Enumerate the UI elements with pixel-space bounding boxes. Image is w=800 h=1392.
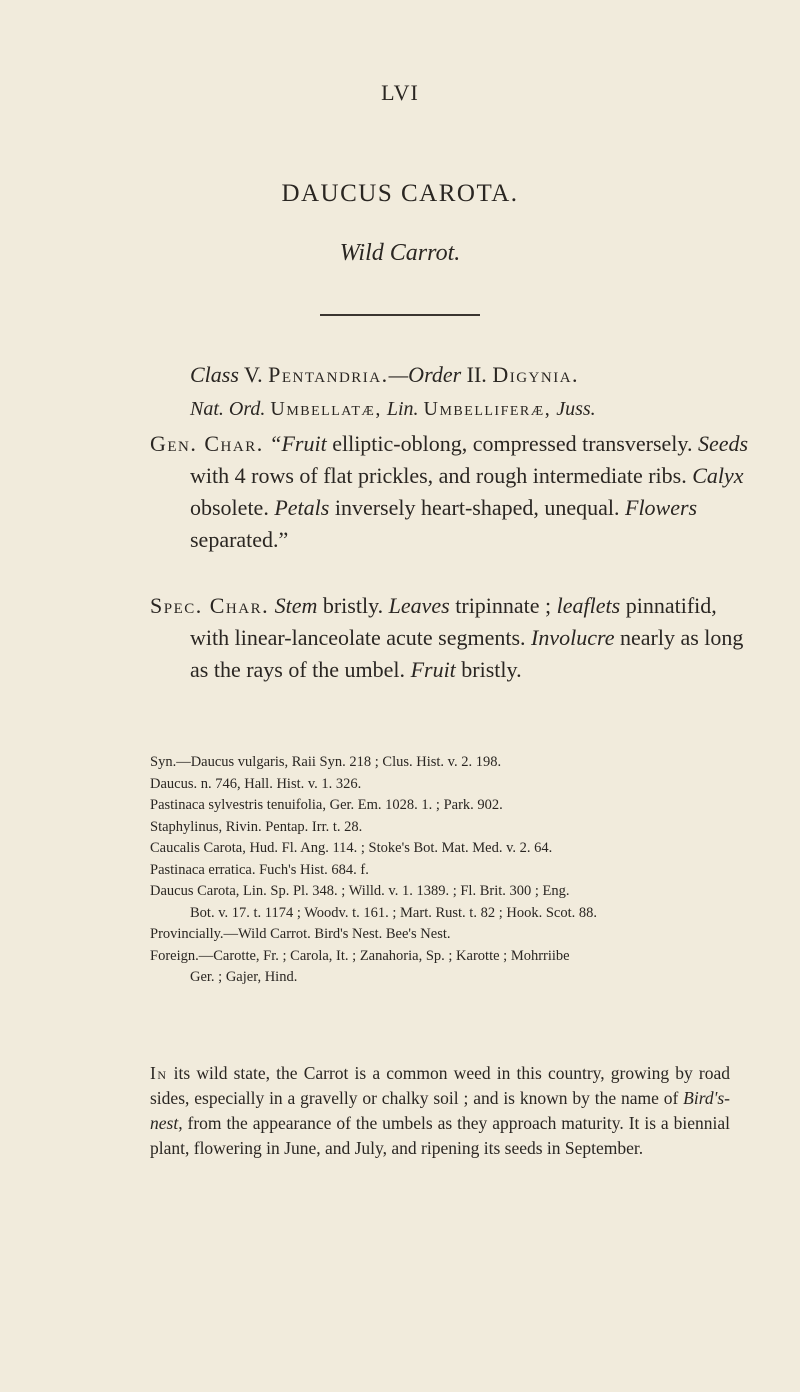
order-name: Digynia. <box>492 362 580 387</box>
leaves-description: tripinnate ; <box>449 593 557 618</box>
stem-term: Stem <box>274 593 318 618</box>
class-label: Class <box>190 362 239 387</box>
synonym-line: Syn.—Daucus vulgaris, Raii Syn. 218 ; Clus. Hist. v. 2. 198. <box>150 754 502 770</box>
linnaean-order: Umbellatæ, <box>270 398 382 420</box>
leaflets-term: leaflets <box>556 593 621 618</box>
gen-char-label: Gen. Char. <box>150 431 264 456</box>
body-text-1: its wild state, the Carrot is a common weed in this country, growing by road sides, especially in a gravelly or chalky soil ; and is known by the name of <box>150 1063 730 1108</box>
flowers-term: Flowers <box>625 495 698 520</box>
body-text-2: from the appearance of the umbels as they approach maturity. It is a biennial plant, flowering in June, and July, and ripening its seeds in September. <box>150 1113 730 1158</box>
page-folio: LVI <box>381 80 419 105</box>
lin-label: Lin. <box>386 398 419 420</box>
generic-character <box>150 428 750 556</box>
foreign-names: Foreign.—Carotte, Fr. ; Carola, It. ; Zanahoria, Sp. ; Karotte ; Mohrriibe <box>150 947 570 964</box>
foreign-names-cont: Ger. ; Gajer, Hind. <box>190 969 298 985</box>
synonym-line: Pastinaca erratica. Fuch's Hist. 684. f. <box>150 861 369 878</box>
fruit-term: “Fruit <box>269 431 327 456</box>
synonym-line: Pastinaca sylvestris tenuifolia, Ger. Em. 1028. 1. ; Park. 902. <box>150 797 503 813</box>
common-name: Wild Carrot. <box>339 240 461 266</box>
title-rule <box>320 314 480 316</box>
birds-nest-term: Bird's-nest, <box>150 1088 730 1133</box>
calyx-description: obsolete. <box>190 495 275 520</box>
order-value: II. <box>466 362 487 387</box>
description-paragraph <box>150 1061 730 1161</box>
synonym-line: Staphylinus, Rivin. Pentap. Irr. t. 28. <box>150 818 363 835</box>
page-title: DAUCUS CAROTA. <box>281 180 519 207</box>
nat-ord-label: Nat. Ord. <box>190 398 266 420</box>
fruit-description: elliptic-oblong, compressed transversely. <box>326 431 698 456</box>
order-label: —Order <box>388 362 462 387</box>
juss-label: Juss. <box>556 398 596 420</box>
petals-description: inversely heart-shaped, unequal. <box>329 495 625 520</box>
jussieu-order: Umbelliferæ, <box>423 398 552 420</box>
synonym-line: Daucus. n. 746, Hall. Hist. v. 1. 326. <box>150 775 362 792</box>
natural-order-line <box>190 398 596 421</box>
flowers-description: separated.” <box>190 527 289 552</box>
synonym-line: Caucalis Carota, Hud. Fl. Ang. 114. ; Stoke's Bot. Mat. Med. v. 2. 64. <box>150 840 553 856</box>
classification-line <box>190 362 579 388</box>
calyx-term: Calyx <box>692 463 744 488</box>
specific-character <box>150 590 750 686</box>
synonym-line: Bot. v. 17. t. 1174 ; Woodv. t. 161. ; Mart. Rust. t. 82 ; Hook. Scot. 88. <box>190 904 597 921</box>
seeds-description: with 4 rows of flat prickles, and rough intermediate ribs. <box>190 463 693 488</box>
fruit-description-spec: bristly. <box>455 657 522 682</box>
stem-description: bristly. <box>317 593 389 618</box>
involucre-term: Involucre <box>531 625 615 650</box>
seeds-term: Seeds <box>697 431 749 456</box>
synonym-line: Daucus Carota, Lin. Sp. Pl. 348. ; Willd. v. 1. 1389. ; Fl. Brit. 300 ; Eng. <box>150 883 570 899</box>
petals-term: Petals <box>274 495 330 520</box>
leaves-term: Leaves <box>388 593 450 618</box>
provincial-names: Provincially.—Wild Carrot. Bird's Nest. Bee's Nest. <box>150 926 451 942</box>
fruit-term-spec: Fruit <box>410 657 456 682</box>
spec-char-label: Spec. Char. <box>150 593 270 618</box>
class-value: V. <box>244 362 263 387</box>
involucre-description: nearly as long as the rays of the umbel. <box>190 625 744 682</box>
class-name: Pentandria. <box>268 362 389 387</box>
synonymy-block <box>150 752 730 989</box>
leaflets-description: pinnatifid, with linear-lanceolate acute segments. <box>190 593 717 650</box>
paragraph-dropcap: In <box>150 1063 168 1083</box>
